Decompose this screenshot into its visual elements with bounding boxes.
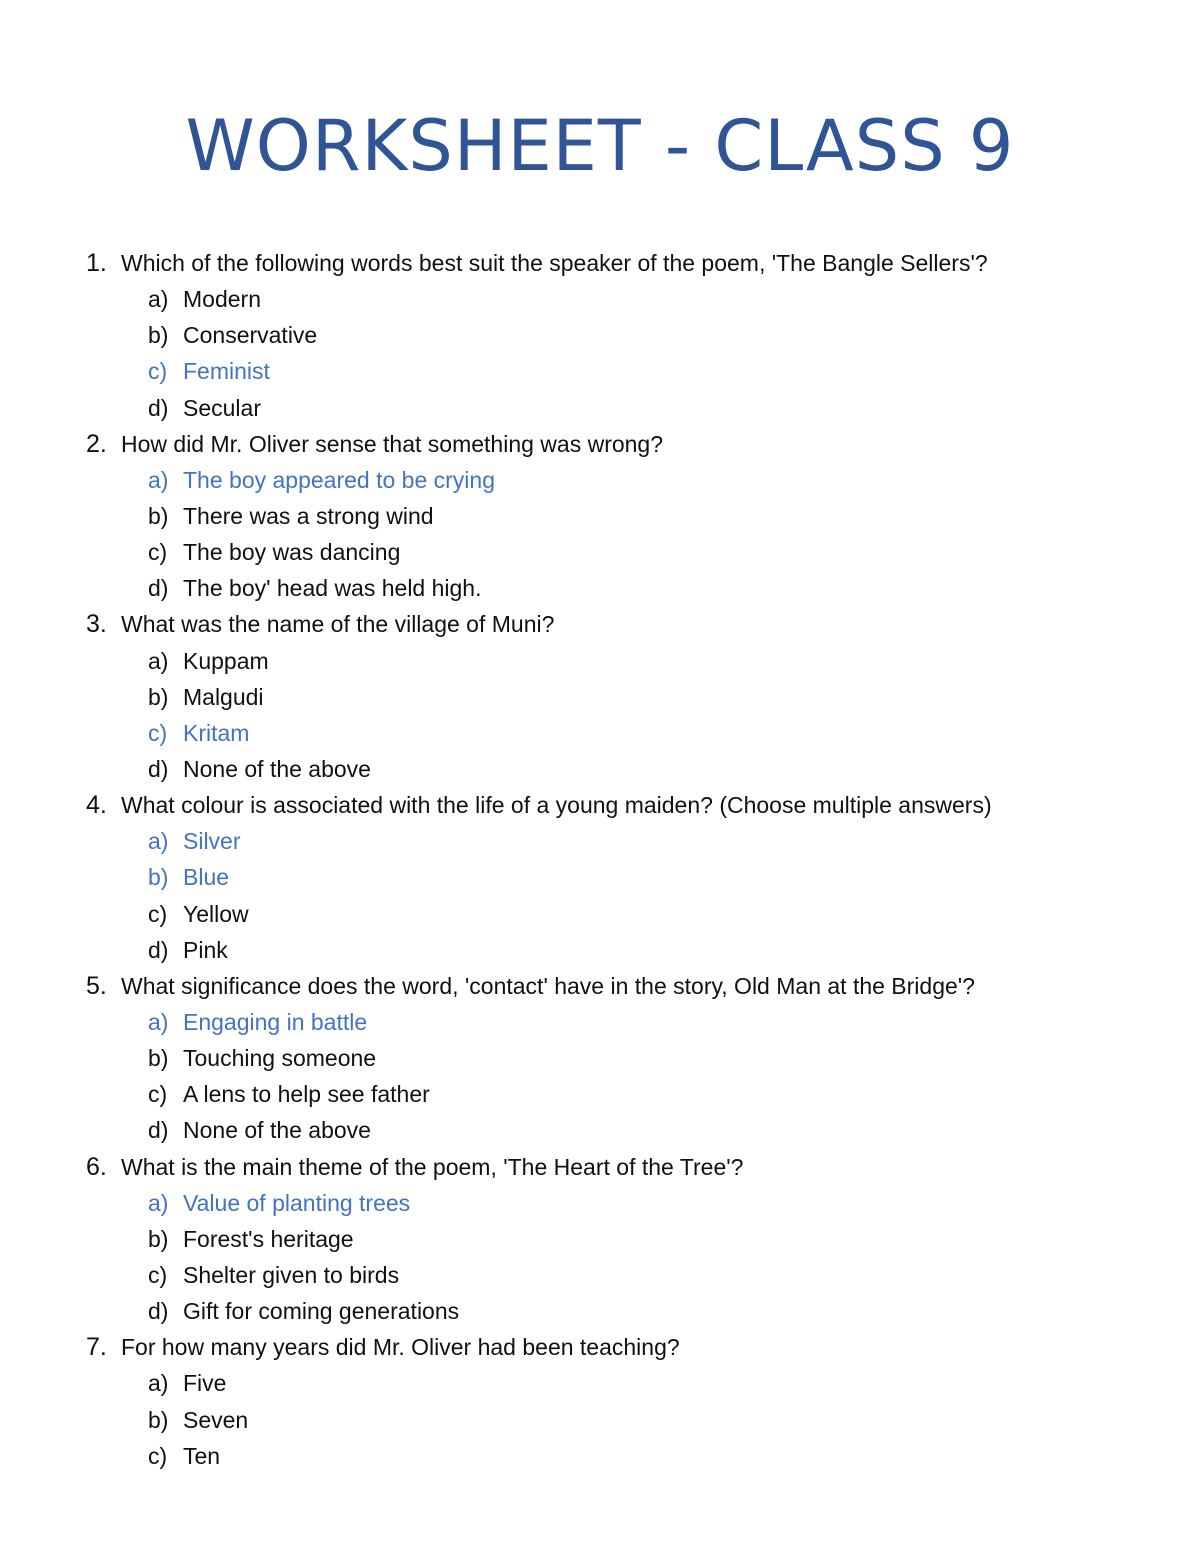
question-line [0, 968, 1200, 1004]
option-letter: d) [148, 575, 169, 602]
question-number: 1. [86, 249, 107, 277]
option-letter: c) [148, 1442, 168, 1469]
option-letter: a) [148, 1008, 169, 1035]
option-text: Silver [183, 828, 241, 855]
option-text: Conservative [183, 322, 318, 349]
option-letter: b) [148, 683, 169, 710]
option-text: Pink [183, 936, 228, 963]
answer-option [0, 1112, 1200, 1148]
marked-answer-option [0, 1185, 1200, 1221]
option-text: None of the above [183, 755, 371, 782]
answer-option [0, 570, 1200, 606]
question-text: For how many years did Mr. Oliver had been teaching? [121, 1334, 680, 1361]
answer-option [0, 643, 1200, 679]
marked-answer-option [0, 353, 1200, 389]
option-text: Blue [183, 864, 230, 891]
option-letter: d) [148, 755, 169, 782]
option-letter: d) [148, 936, 169, 963]
question-line [0, 245, 1200, 281]
answer-option [0, 1076, 1200, 1112]
option-text: A lens to help see father [183, 1081, 430, 1108]
question-number: 4. [86, 791, 107, 820]
option-text: Malgudi [183, 683, 264, 710]
option-text: Modern [183, 286, 261, 313]
option-letter: a) [148, 647, 169, 674]
option-text: The boy' head was held high. [183, 575, 482, 602]
marked-answer-option [0, 715, 1200, 751]
option-letter: b) [148, 322, 169, 349]
option-letter: a) [148, 828, 169, 855]
option-letter: c) [148, 1261, 168, 1288]
question-text: Which of the following words best suit the speaker of the poem, 'The Bangle Sellers'? [121, 250, 988, 276]
question-number: 7. [86, 1333, 107, 1362]
marked-answer-option [0, 859, 1200, 895]
worksheet-title: WORKSHEET - CLASS 9 [185, 105, 1015, 187]
question-text: What significance does the word, 'contact' have in the story, Old Man at the Bridge'? [121, 972, 975, 999]
question-line [0, 1149, 1200, 1185]
option-letter: a) [148, 286, 169, 313]
question-number: 5. [86, 971, 107, 1000]
option-text: Kuppam [183, 647, 269, 674]
answer-option [0, 1257, 1200, 1293]
question-number: 3. [86, 610, 107, 639]
question-number: 6. [86, 1152, 107, 1181]
option-text: Yellow [183, 900, 249, 927]
option-text: Touching someone [183, 1045, 377, 1072]
question-number: 2. [86, 429, 107, 458]
option-text: The boy appeared to be crying [183, 466, 495, 493]
option-letter: a) [148, 1189, 169, 1216]
answer-option [0, 1402, 1200, 1438]
option-text: Five [183, 1370, 227, 1397]
option-text: Value of planting trees [183, 1189, 411, 1216]
marked-answer-option [0, 823, 1200, 859]
answer-option [0, 1438, 1200, 1474]
option-text: The boy was dancing [183, 539, 401, 566]
marked-answer-option [0, 1004, 1200, 1040]
option-letter: d) [148, 394, 169, 421]
question-text: What was the name of the village of Muni? [121, 611, 555, 638]
answer-option [0, 932, 1200, 968]
option-text: Engaging in battle [183, 1008, 368, 1035]
question-text: How did Mr. Oliver sense that something was wrong? [121, 430, 664, 457]
question-text: What is the main theme of the poem, 'The Heart of the Tree'? [121, 1153, 744, 1180]
option-letter: d) [148, 1298, 169, 1325]
question-line [0, 787, 1200, 823]
answer-option [0, 751, 1200, 787]
option-text: Secular [183, 394, 261, 421]
option-text: Shelter given to birds [183, 1261, 400, 1288]
answer-option [0, 281, 1200, 317]
option-letter: c) [148, 539, 168, 566]
question-list [0, 245, 1200, 1474]
option-letter: b) [148, 864, 169, 891]
answer-option [0, 498, 1200, 534]
option-text: Feminist [183, 358, 270, 385]
marked-answer-option [0, 462, 1200, 498]
option-letter: a) [148, 466, 169, 493]
answer-option [0, 896, 1200, 932]
option-letter: b) [148, 502, 169, 529]
option-text: Seven [183, 1406, 249, 1433]
answer-option [0, 390, 1200, 426]
option-letter: b) [148, 1045, 169, 1072]
answer-option [0, 317, 1200, 353]
answer-option [0, 679, 1200, 715]
option-text: Kritam [183, 719, 250, 746]
option-letter: c) [148, 1081, 168, 1108]
question-text: What colour is associated with the life of a young maiden? (Choose multiple answers) [121, 792, 992, 819]
option-text: None of the above [183, 1117, 371, 1144]
question-line [0, 426, 1200, 462]
answer-option [0, 534, 1200, 570]
option-letter: c) [148, 358, 168, 385]
option-letter: b) [148, 1406, 169, 1433]
option-text: Forest's heritage [183, 1225, 354, 1252]
option-text: Gift for coming generations [183, 1298, 460, 1325]
answer-option [0, 1040, 1200, 1076]
answer-option [0, 1365, 1200, 1401]
answer-option [0, 1221, 1200, 1257]
option-letter: c) [148, 900, 168, 927]
option-letter: a) [148, 1370, 169, 1397]
option-letter: b) [148, 1225, 169, 1252]
option-text: There was a strong wind [183, 502, 434, 529]
question-line [0, 1329, 1200, 1365]
answer-option [0, 1293, 1200, 1329]
question-line [0, 606, 1200, 642]
option-letter: d) [148, 1117, 169, 1144]
option-text: Ten [183, 1442, 221, 1469]
option-letter: c) [148, 719, 168, 746]
